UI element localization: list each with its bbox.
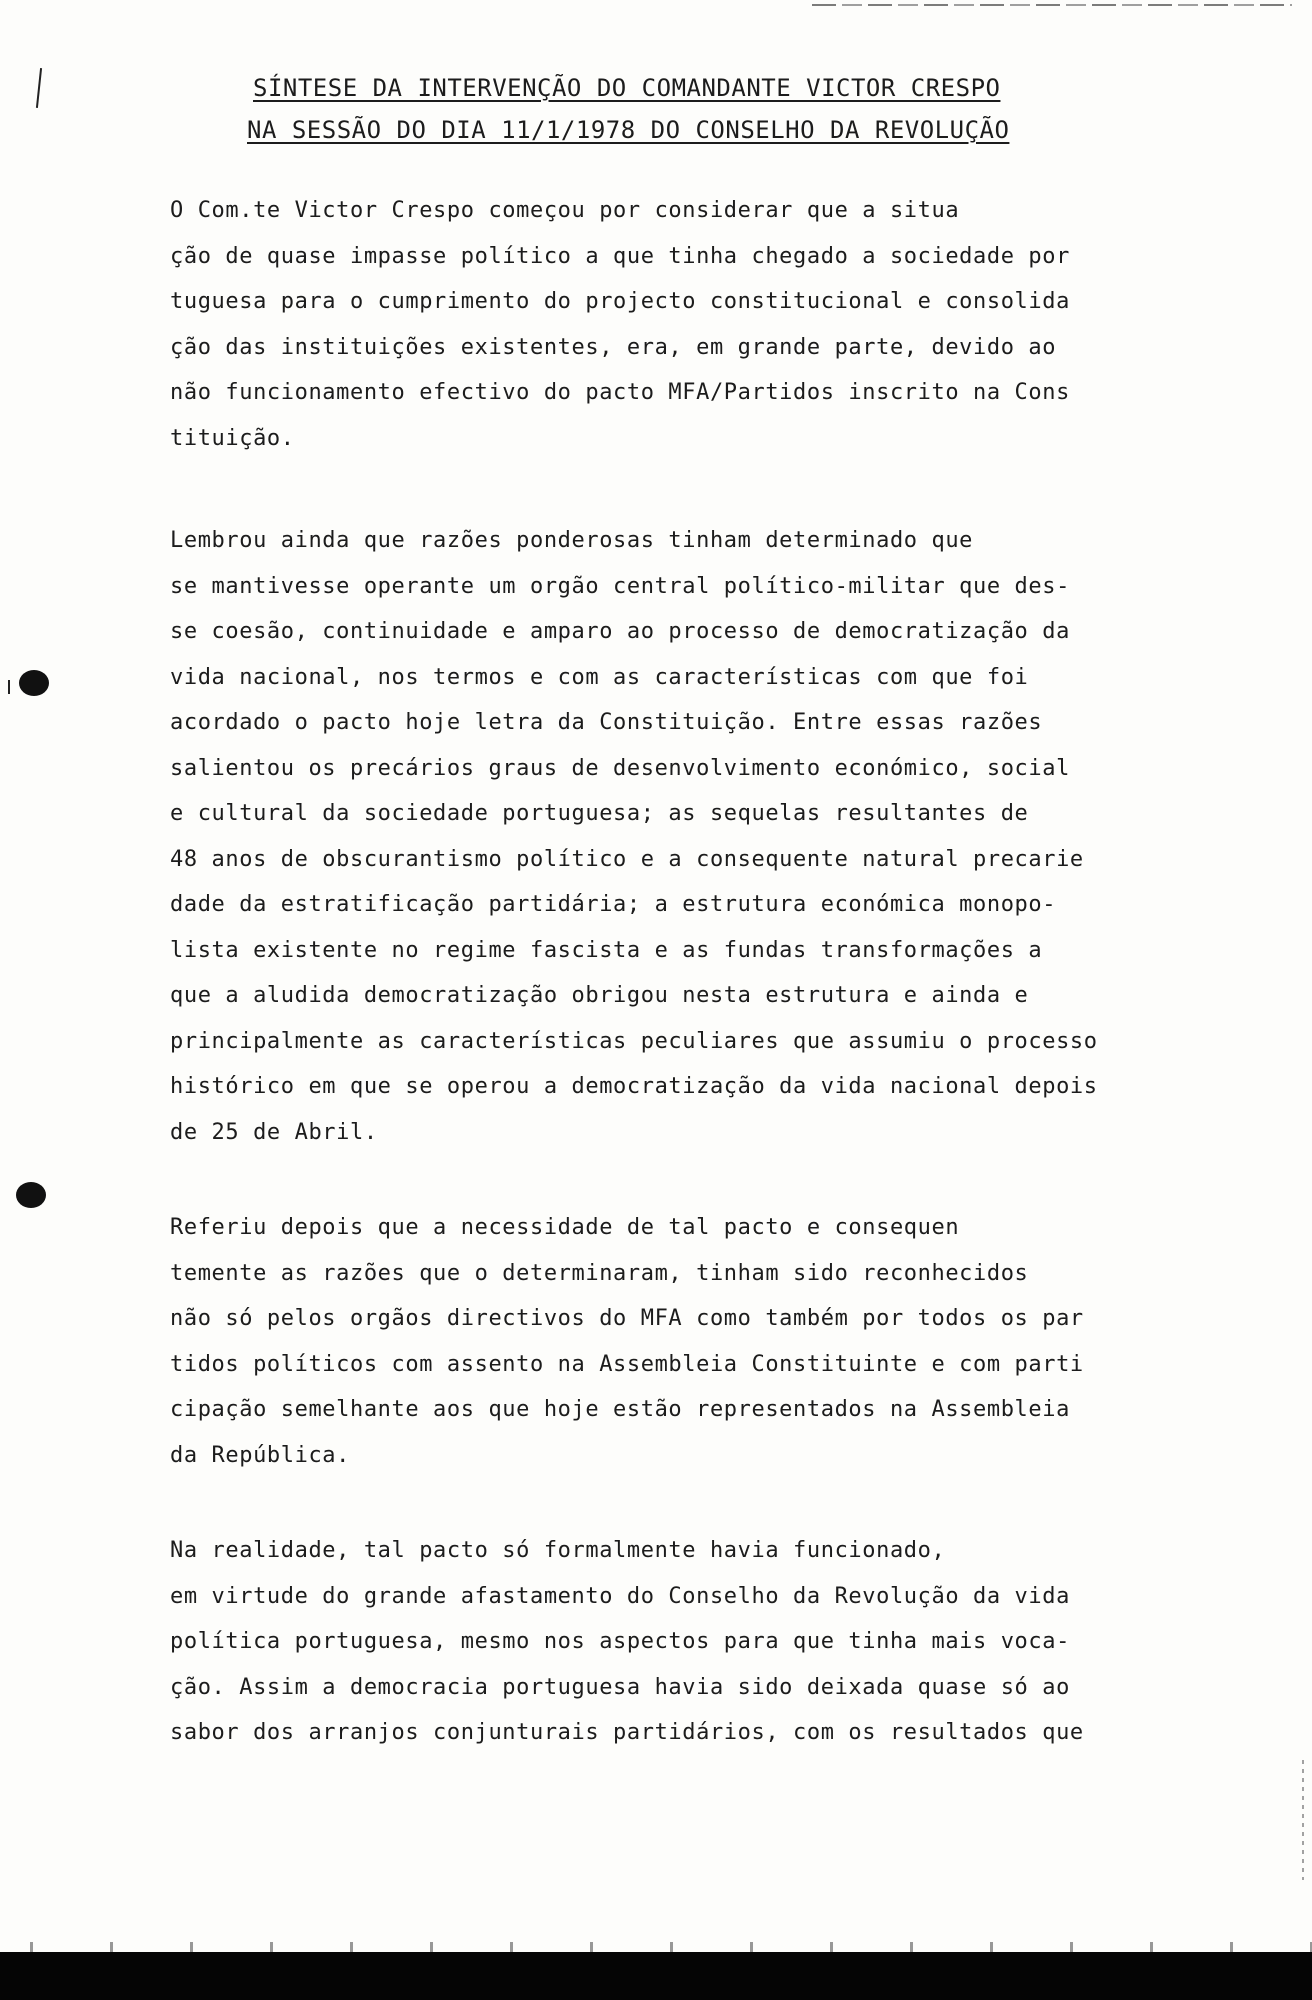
title-line-2: NA SESSÃO DO DIA 11/1/1978 DO CONSELHO DA REVOLUÇÃO [247, 116, 1010, 144]
paragraph-4: Na realidade, tal pacto só formalmente havia funcionado, em virtude do grande afastamento do Conselho da Revolução da vida política portuguesa, mesmo nos aspectos para que tinha mais voca- ção. Assim a democracia portuguesa havia sido deixada quase só ao sabor dos arranjos conjunturais partidários, com os resultados que [170, 1538, 1084, 1745]
paragraph-1: O Com.te Victor Crespo começou por considerar que a situa ção de quase impasse político a que tinha chegado a sociedade por tuguesa para o cumprimento do projecto constitucional e consolida ção das instituições existentes, era, em grande parte, devido ao não funcionamento efectivo do pacto MFA/Partidos inscrito na Cons tituição. [170, 198, 1070, 451]
paragraph-2: Lembrou ainda que razões ponderosas tinham determinado que se mantivesse operante um orgão central político-militar que des- se coesão, continuidade e amparo ao processo de democratização da vida nacional, nos termos e com as características com que foi acordado o pacto hoje letra da Constituição. Entre essas razões salientou os precários graus de desenvolvimento económico, social e cultural da sociedade portuguesa; as sequelas resultantes de 48 anos de obscurantismo político e a consequente natural precarie dade da estratificação partidária; a estrutura económica monopo- lista existente no regime fascista e as fundas transformações a que a aludida democratização obrigou nesta estrutura e ainda e principalmente as características peculiares que assumiu o processo histórico em que se operou a democratização da vida nacional depois de 25 de Abril. [170, 528, 1098, 1145]
scan-bottom-band [0, 1952, 1312, 2000]
scan-edge-mark [812, 4, 1292, 6]
document-body [170, 188, 1290, 1756]
document-title [247, 70, 1110, 148]
paragraph-3: Referiu depois que a necessidade de tal pacto e consequen temente as razões que o determinaram, tinham sido reconhecidos não só pelos orgãos directivos do MFA como também por todos os par tidos políticos com assento na Assembleia Constituinte e com parti cipação semelhante aos que hoje estão representados na Assembleia da República. [170, 1215, 1084, 1468]
punch-hole [19, 670, 49, 696]
scan-edge-noise [1302, 1760, 1304, 1880]
margin-pen-mark [36, 68, 42, 108]
margin-pen-mark [8, 680, 10, 694]
title-line-1: SÍNTESE DA INTERVENÇÃO DO COMANDANTE VICTOR CRESPO [253, 74, 1001, 102]
punch-hole [16, 1182, 46, 1208]
